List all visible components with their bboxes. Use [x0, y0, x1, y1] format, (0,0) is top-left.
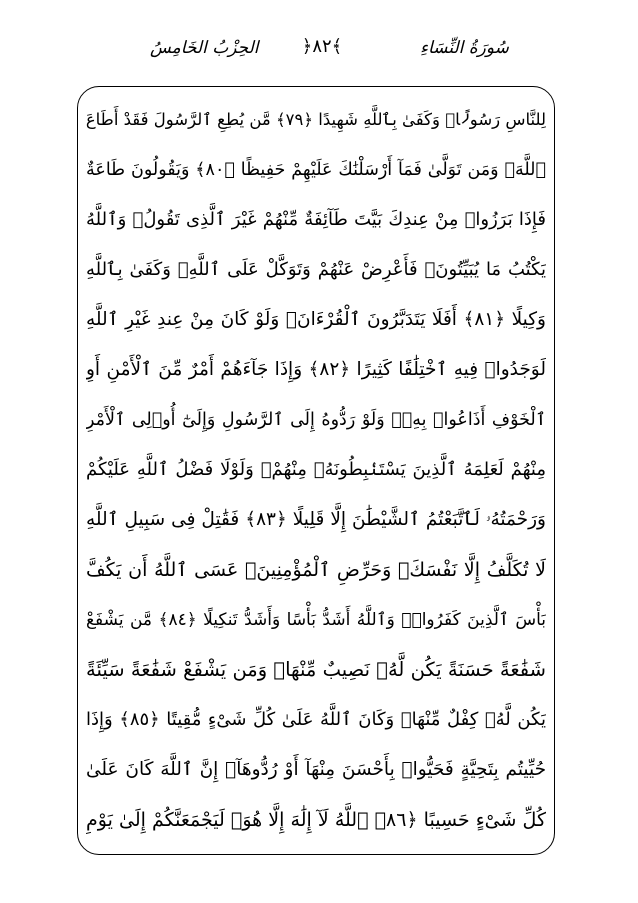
- text-block: [86, 96, 546, 846]
- hizb-label: الحِزْبُ الخَامِسُ: [150, 38, 259, 58]
- surah-name: سُورَةُ النِّسَاءِ: [420, 38, 509, 58]
- text-line-3: فَإِذَا بَرَزُوا۟ مِنْ عِندِكَ بَيَّتَ طَآئِفَةٌ مِّنْهُمْ غَيْرَ ٱلَّذِى تَقُولُۖ وَٱللَّهُ: [86, 209, 546, 230]
- page-number: ﴿٨٢﴾: [301, 36, 343, 57]
- text-line-6: لَوَجَدُوا۟ فِيهِ ٱخْتِلَٰفًا كَثِيرًا ﴿٨٢﴾ وَإِذَا جَآءَهُمْ أَمْرٌ مِّنَ ٱلْأَمْنِ أَوِ: [86, 359, 546, 380]
- text-line-14: حُيِّيتُم بِتَحِيَّةٍ فَحَيُّوا۟ بِأَحْسَنَ مِنْهَآ أَوْ رُدُّوهَآۗ إِنَّ ٱللَّهَ كَانَ عَلَىٰ: [86, 759, 546, 780]
- text-line-12: شَفَٰعَةً حَسَنَةً يَكُن لَّهُۥ نَصِيبٌ مِّنْهَاۖ وَمَن يَشْفَعْ شَفَٰعَةً سَيِّئَةً: [86, 658, 546, 681]
- text-line-15: كُلِّ شَىْءٍ حَسِيبًا ﴿٨٦﴾ ٱللَّهُ لَآ إِلَٰهَ إِلَّا هُوَۚ لَيَجْمَعَنَّكُمْ إِلَىٰ يَوْمِ: [86, 809, 546, 831]
- text-line-9: وَرَحْمَتُهُۥ لَٱتَّبَعْتُمُ ٱلشَّيْطَٰنَ إِلَّا قَلِيلًا ﴿٨٣﴾ فَقَٰتِلْ فِى سَبِيلِ ٱللَّهِ: [86, 509, 546, 530]
- text-line-1: لِلنَّاسِ رَسُولًاۚ وَكَفَىٰ بِٱللَّهِ شَهِيدًا ﴿٧٩﴾ مَّن يُطِعِ ٱلرَّسُولَ فَقَدْ أَطَاعَ: [86, 110, 546, 129]
- page-header: [0, 30, 638, 70]
- text-line-13: يَكُن لَّهُۥ كِفْلٌ مِّنْهَاۗ وَكَانَ ٱللَّهُ عَلَىٰ كُلِّ شَىْءٍ مُّقِيتًا ﴿٨٥﴾ وَإِذَا: [86, 709, 546, 730]
- text-line-5: وَكِيلًا ﴿٨١﴾ أَفَلَا يَتَدَبَّرُونَ ٱلْقُرْءَانَۚ وَلَوْ كَانَ مِنْ عِندِ غَيْرِ ٱللَّهِ: [86, 309, 546, 330]
- text-line-10: لَا تُكَلَّفُ إِلَّا نَفْسَكَۚ وَحَرِّضِ ٱلْمُؤْمِنِينَۖ عَسَى ٱللَّهُ أَن يَكُفَّ: [86, 559, 546, 581]
- text-line-8: مِنْهُمْ لَعَلِمَهُ ٱلَّذِينَ يَسْتَنۢبِطُونَهُۥ مِنْهُمْۗ وَلَوْلَا فَضْلُ ٱللَّهِ عَلَيْكُمْ: [86, 459, 546, 480]
- text-line-4: يَكْتُبُ مَا يُبَيِّتُونَۖ فَأَعْرِضْ عَنْهُمْ وَتَوَكَّلْ عَلَى ٱللَّهِۚ وَكَفَىٰ بِٱللَّهِ: [86, 259, 546, 280]
- text-line-11: بَأْسَ ٱلَّذِينَ كَفَرُوا۟ۚ وَٱللَّهُ أَشَدُّ بَأْسًا وَأَشَدُّ تَنكِيلًا ﴿٨٤﴾ مَّن يَشْفَعْ: [86, 610, 546, 630]
- text-line-7: ٱلْخَوْفِ أَذَاعُوا۟ بِهِۦۖ وَلَوْ رَدُّوهُ إِلَى ٱلرَّسُولِ وَإِلَىٰٓ أُو۟لِى ٱلْأَمْرِ: [86, 410, 546, 430]
- text-line-2: ٱللَّهَۖ وَمَن تَوَلَّىٰ فَمَآ أَرْسَلْنَٰكَ عَلَيْهِمْ حَفِيظًا ﴿٨٠﴾ وَيَقُولُونَ طَاعَةٌ: [86, 160, 546, 180]
